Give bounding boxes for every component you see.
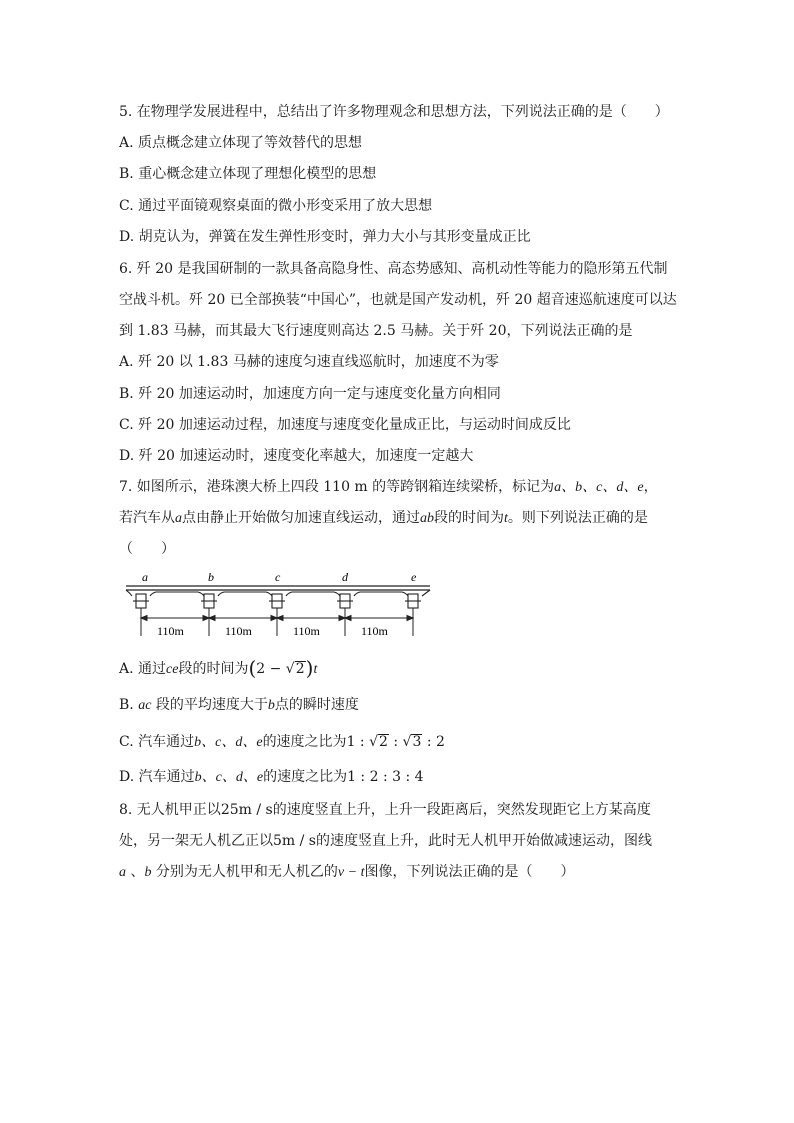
- q7-a-text-1: A. 通过: [119, 661, 167, 677]
- q7-a-sqrt-2: 2: [295, 661, 305, 677]
- q8-line2-text-2: 的速度竖直上升，此时无人机甲开始做减速运动，图线: [315, 833, 652, 849]
- q7-var-ab: ab: [420, 511, 434, 526]
- q6-option-c: C. 歼 20 加速运动过程，加速度与速度变化量成正比，与运动时间成反比: [119, 417, 571, 433]
- bridge-piers: [133, 594, 421, 608]
- q7-c-sqrt-2: 2: [379, 734, 388, 750]
- q8-line2-text-1: 处，另一架无人机乙正以: [119, 833, 273, 849]
- q7-b-text-1: 段的平均速度大于: [155, 697, 268, 713]
- q7-line2-text-4: 。则下列说法正确的是: [507, 510, 648, 526]
- q7-a-paren-close: ): [305, 656, 314, 680]
- q7-stem-line3: （ ）: [119, 541, 175, 557]
- q8-line3-text-2: 图像，下列说法正确的是（ ）: [364, 864, 575, 880]
- span-label-3: 110m: [293, 624, 320, 638]
- q6-option-a: A. 歼 20 以 1.83 马赫的速度匀速直线巡航时，加速度不为零: [119, 354, 499, 370]
- span-label-2: 110m: [225, 624, 252, 638]
- q7-var-a: a: [175, 511, 182, 526]
- q7-option-d: [119, 767, 424, 788]
- q7-a-var-t: t: [313, 662, 318, 677]
- span-label-4: 110m: [361, 624, 388, 638]
- q7-line2-text-2: 点由静止开始做匀加速直线运动，通过: [182, 510, 420, 526]
- q5-option-a: A. 质点概念建立体现了等效替代的思想: [119, 135, 363, 151]
- q7-d-text-2: 的速度之比为: [263, 769, 348, 785]
- q7-b-label: B.: [119, 697, 134, 713]
- q7-line1-text: 7. 如图所示，港珠澳大桥上四段 110 m 的等跨钢箱连续梁桥，标记为: [119, 479, 555, 495]
- q7-d-ratio: 1 : 2 : 3 : 4: [347, 769, 424, 785]
- bridge-label-c: c: [275, 570, 281, 584]
- q7-b-var-ac: ac: [138, 698, 152, 713]
- q8-vt: v − t: [337, 865, 365, 880]
- q7-c-text-2: 的速度之比为: [262, 734, 347, 750]
- q6-stem-line1: 6. 歼 20 是我国研制的一款具备高隐身性、高态势感知、高机动性等能力的隐形第五代制: [119, 261, 668, 277]
- bridge-label-a: a: [142, 570, 148, 584]
- q5-option-b: B. 重心概念建立体现了理想化模型的思想: [119, 166, 377, 182]
- q6-option-b: B. 歼 20 加速运动时，加速度方向一定与速度变化量方向相同: [119, 386, 501, 402]
- q8-var-b: b: [144, 865, 152, 880]
- q8-speed-yi: 5m / s: [273, 833, 316, 849]
- q7-c-vars: b、c、d、e: [194, 735, 263, 750]
- q7-c-sep: :: [393, 734, 399, 750]
- q7-b-var-b: b: [267, 698, 275, 713]
- q7-line1-end: ，: [643, 479, 658, 495]
- q6-stem-line3: 到 1.83 马赫，而其最大飞行速度则高达 2.5 马赫。关于歼 20，下列说法正确的是: [119, 323, 633, 339]
- q7-stem-line1: [119, 477, 658, 498]
- q7-a-paren-open: (: [248, 656, 257, 680]
- q7-a-text-2: 段的时间为: [178, 661, 249, 677]
- bridge-label-b: b: [208, 570, 214, 584]
- q5-option-d: D. 胡克认为，弹簧在发生弹性形变时，弹力大小与其形变量成正比: [119, 229, 531, 245]
- bridge-label-d: d: [342, 570, 348, 584]
- q7-option-c: C. 汽车通过b、c、d、e的速度之比为1 : √2 : √3 : 2: [119, 734, 445, 750]
- q7-c-ratio-1: 1 :: [346, 734, 365, 750]
- q8-stem-line3: [119, 862, 574, 883]
- q5-stem: 5. 在物理学发展进程中，总结出了许多物理观念和思想方法，下列说法正确的是（ ）: [119, 104, 669, 120]
- bridge-figure: [124, 568, 434, 642]
- q7-var-t: t: [504, 511, 508, 526]
- q7-a-var-ce: ce: [166, 662, 179, 677]
- q8-line3-text-1: 分别为无人机甲和无人机乙的: [155, 864, 338, 880]
- q8-sep: 、: [130, 864, 145, 880]
- q7-c-sqrt-3: 3: [412, 734, 422, 750]
- q6-option-d: D. 歼 20 加速运动时，速度变化率越大，加速度一定越大: [119, 448, 474, 464]
- q8-line1-text-1: 8. 无人机甲正以: [119, 802, 221, 818]
- q8-speed-jia: 25m / s: [220, 802, 273, 818]
- q6-stem-line2: 空战斗机。歼 20 已全部换装“中国心”，也就是国产发动机，歼 20 超音速巡航速度可以达: [119, 292, 677, 308]
- q5-option-c: C. 通过平面镜观察桌面的微小形变采用了放大思想: [119, 198, 433, 214]
- q8-stem-line1: [119, 800, 651, 820]
- q7-d-text-1: D. 汽车通过: [119, 769, 195, 785]
- q7-option-a: A. 通过ce段的时间为(2 − √2)t: [119, 656, 318, 680]
- q7-b-text-2: 点的瞬时速度: [274, 697, 359, 713]
- q8-line1-text-2: 的速度竖直上升，上升一段距离后，突然发现距它上方某高度: [272, 802, 651, 818]
- q7-d-vars: b、c、d、e: [194, 770, 264, 785]
- q8-stem-line2: [119, 831, 652, 851]
- bridge-spans: [126, 590, 430, 596]
- q8-var-a: a: [119, 865, 126, 880]
- q7-line2-text-3: 段的时间为: [434, 510, 504, 526]
- q7-c-ratio-4: : 2: [426, 734, 445, 750]
- q7-point-labels: a、b、c、d、e: [554, 480, 644, 495]
- bridge-label-e: e: [411, 570, 417, 584]
- q7-stem-line2: [119, 508, 648, 529]
- q7-a-expr-2: 2 −: [256, 661, 282, 677]
- q7-c-text-1: C. 汽车通过: [119, 734, 195, 750]
- q7-option-b: [119, 695, 359, 716]
- span-label-1: 110m: [157, 624, 184, 638]
- q7-line2-text-1: 若汽车从: [119, 510, 175, 526]
